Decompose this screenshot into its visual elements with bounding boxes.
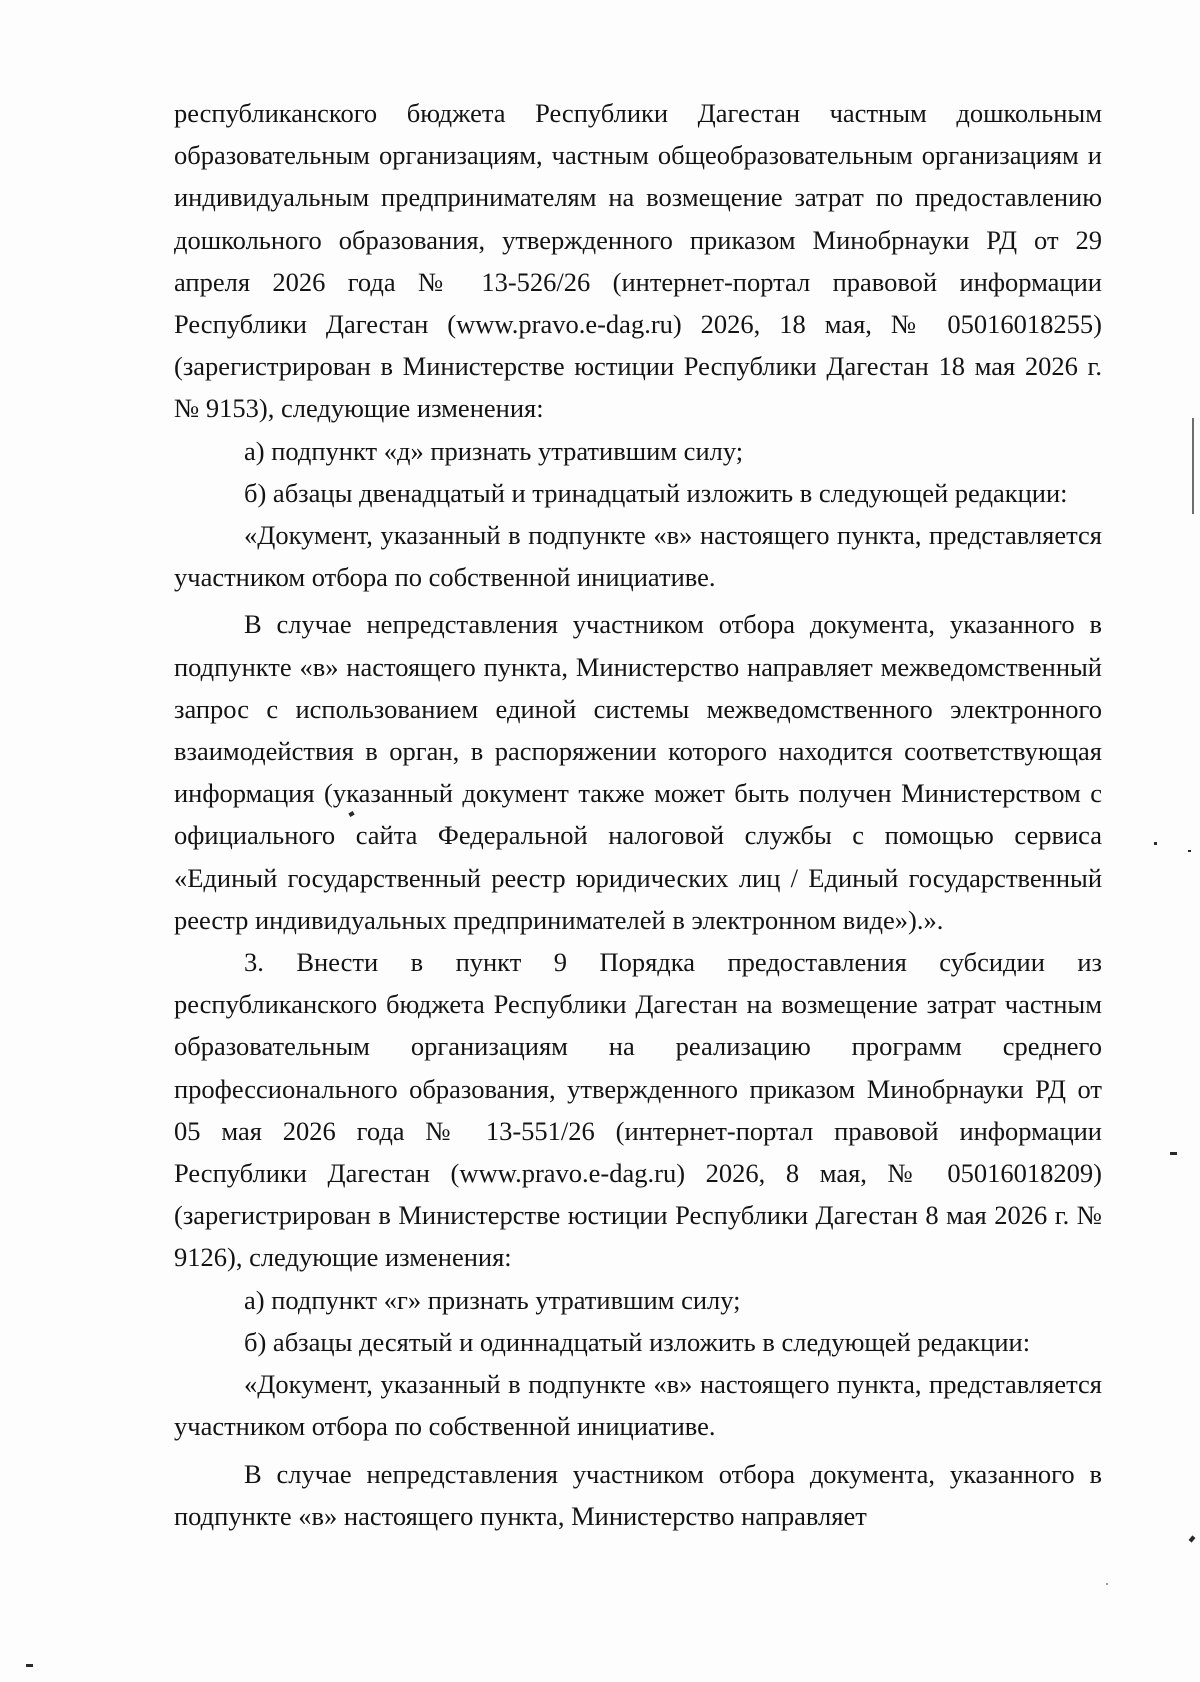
scan-edge-line	[1192, 418, 1194, 514]
paragraph-item-3: 3. Внести в пункт 9 Порядка предоставления субсидии из республиканского бюджета Республики Дагестан на возмещение затрат частным образовательным организациям на реализацию программ среднего профессионального образования, утвержденного приказом Минобрнауки РД от 05 мая 2026 года № 13-551/26 (интернет-портал правовой информации Республики Дагестан (www.pravo.e-dag.ru) 2026, 8 мая, № 05016018209) (зарегистрирован в Министерстве юстиции Республики Дагестан 8 мая 2026 г. № 9126), следующие изменения:	[174, 947, 1102, 1273]
scan-speck	[1106, 1583, 1108, 1585]
scan-speck	[1170, 1152, 1177, 1155]
paragraph-interagency-request-first: В случае непредставления участником отбора документа, указанного в подпункте «в» настоящего пункта, Министерство направляет межведомственный запрос с использованием единой системы межведомственного электронного взаимодействия в орган, в распоряжении которого находится соответствующая информация (указанный документ также может быть получен Министерством с официального сайта Федеральной налоговой службы с помощью сервиса «Единый государственный реестр юридических лиц / Единый государственный реестр индивидуальных предпринимателей в электронном виде»).».	[174, 609, 1102, 935]
scan-speck	[1188, 850, 1191, 852]
scan-speck	[1189, 1535, 1196, 1542]
paragraph-item-a-second: а) подпункт «г» признать утратившим силу;	[244, 1284, 741, 1315]
scan-speck	[1154, 842, 1157, 845]
scan-speck	[26, 1664, 33, 1667]
paragraph-item-a-first: а) подпункт «д» признать утратившим силу;	[244, 435, 744, 466]
paragraph-document-quote-second: «Документ, указанный в подпункте «в» настоящего пункта, представляется участником отбора по собственной инициативе.	[174, 1369, 1102, 1442]
paragraph-subsidy-order-preschool: республиканского бюджета Республики Дагестан частным дошкольным образовательным организациям, частным общеобразовательным организациям и индивидуальным предпринимателям на возмещение затрат по предоставлению дошкольного образования, утвержденного приказом Минобрнауки РД от 29 апреля 2026 года № 13-526/26 (интернет-портал правовой информации Республики Дагестан (www.pravo.e-dag.ru) 2026, 18 мая, № 05016018255) (зарегистрирован в Министерстве юстиции Республики Дагестан 18 мая 2026 г. № 9153), следующие изменения:	[174, 98, 1102, 424]
paragraph-item-b-second: б) абзацы десятый и одиннадцатый изложить в следующей редакции:	[244, 1326, 1031, 1357]
document-body	[174, 92, 1102, 1537]
paragraph-interagency-request-second: В случае непредставления участником отбора документа, указанного в подпункте «в» настоящего пункта, Министерство направляет	[174, 1458, 1102, 1531]
paragraph-item-b-first: б) абзацы двенадцатый и тринадцатый изложить в следующей редакции:	[244, 477, 1068, 508]
paragraph-document-quote-first: «Документ, указанный в подпункте «в» настоящего пункта, представляется участником отбора по собственной инициативе.	[174, 520, 1102, 593]
